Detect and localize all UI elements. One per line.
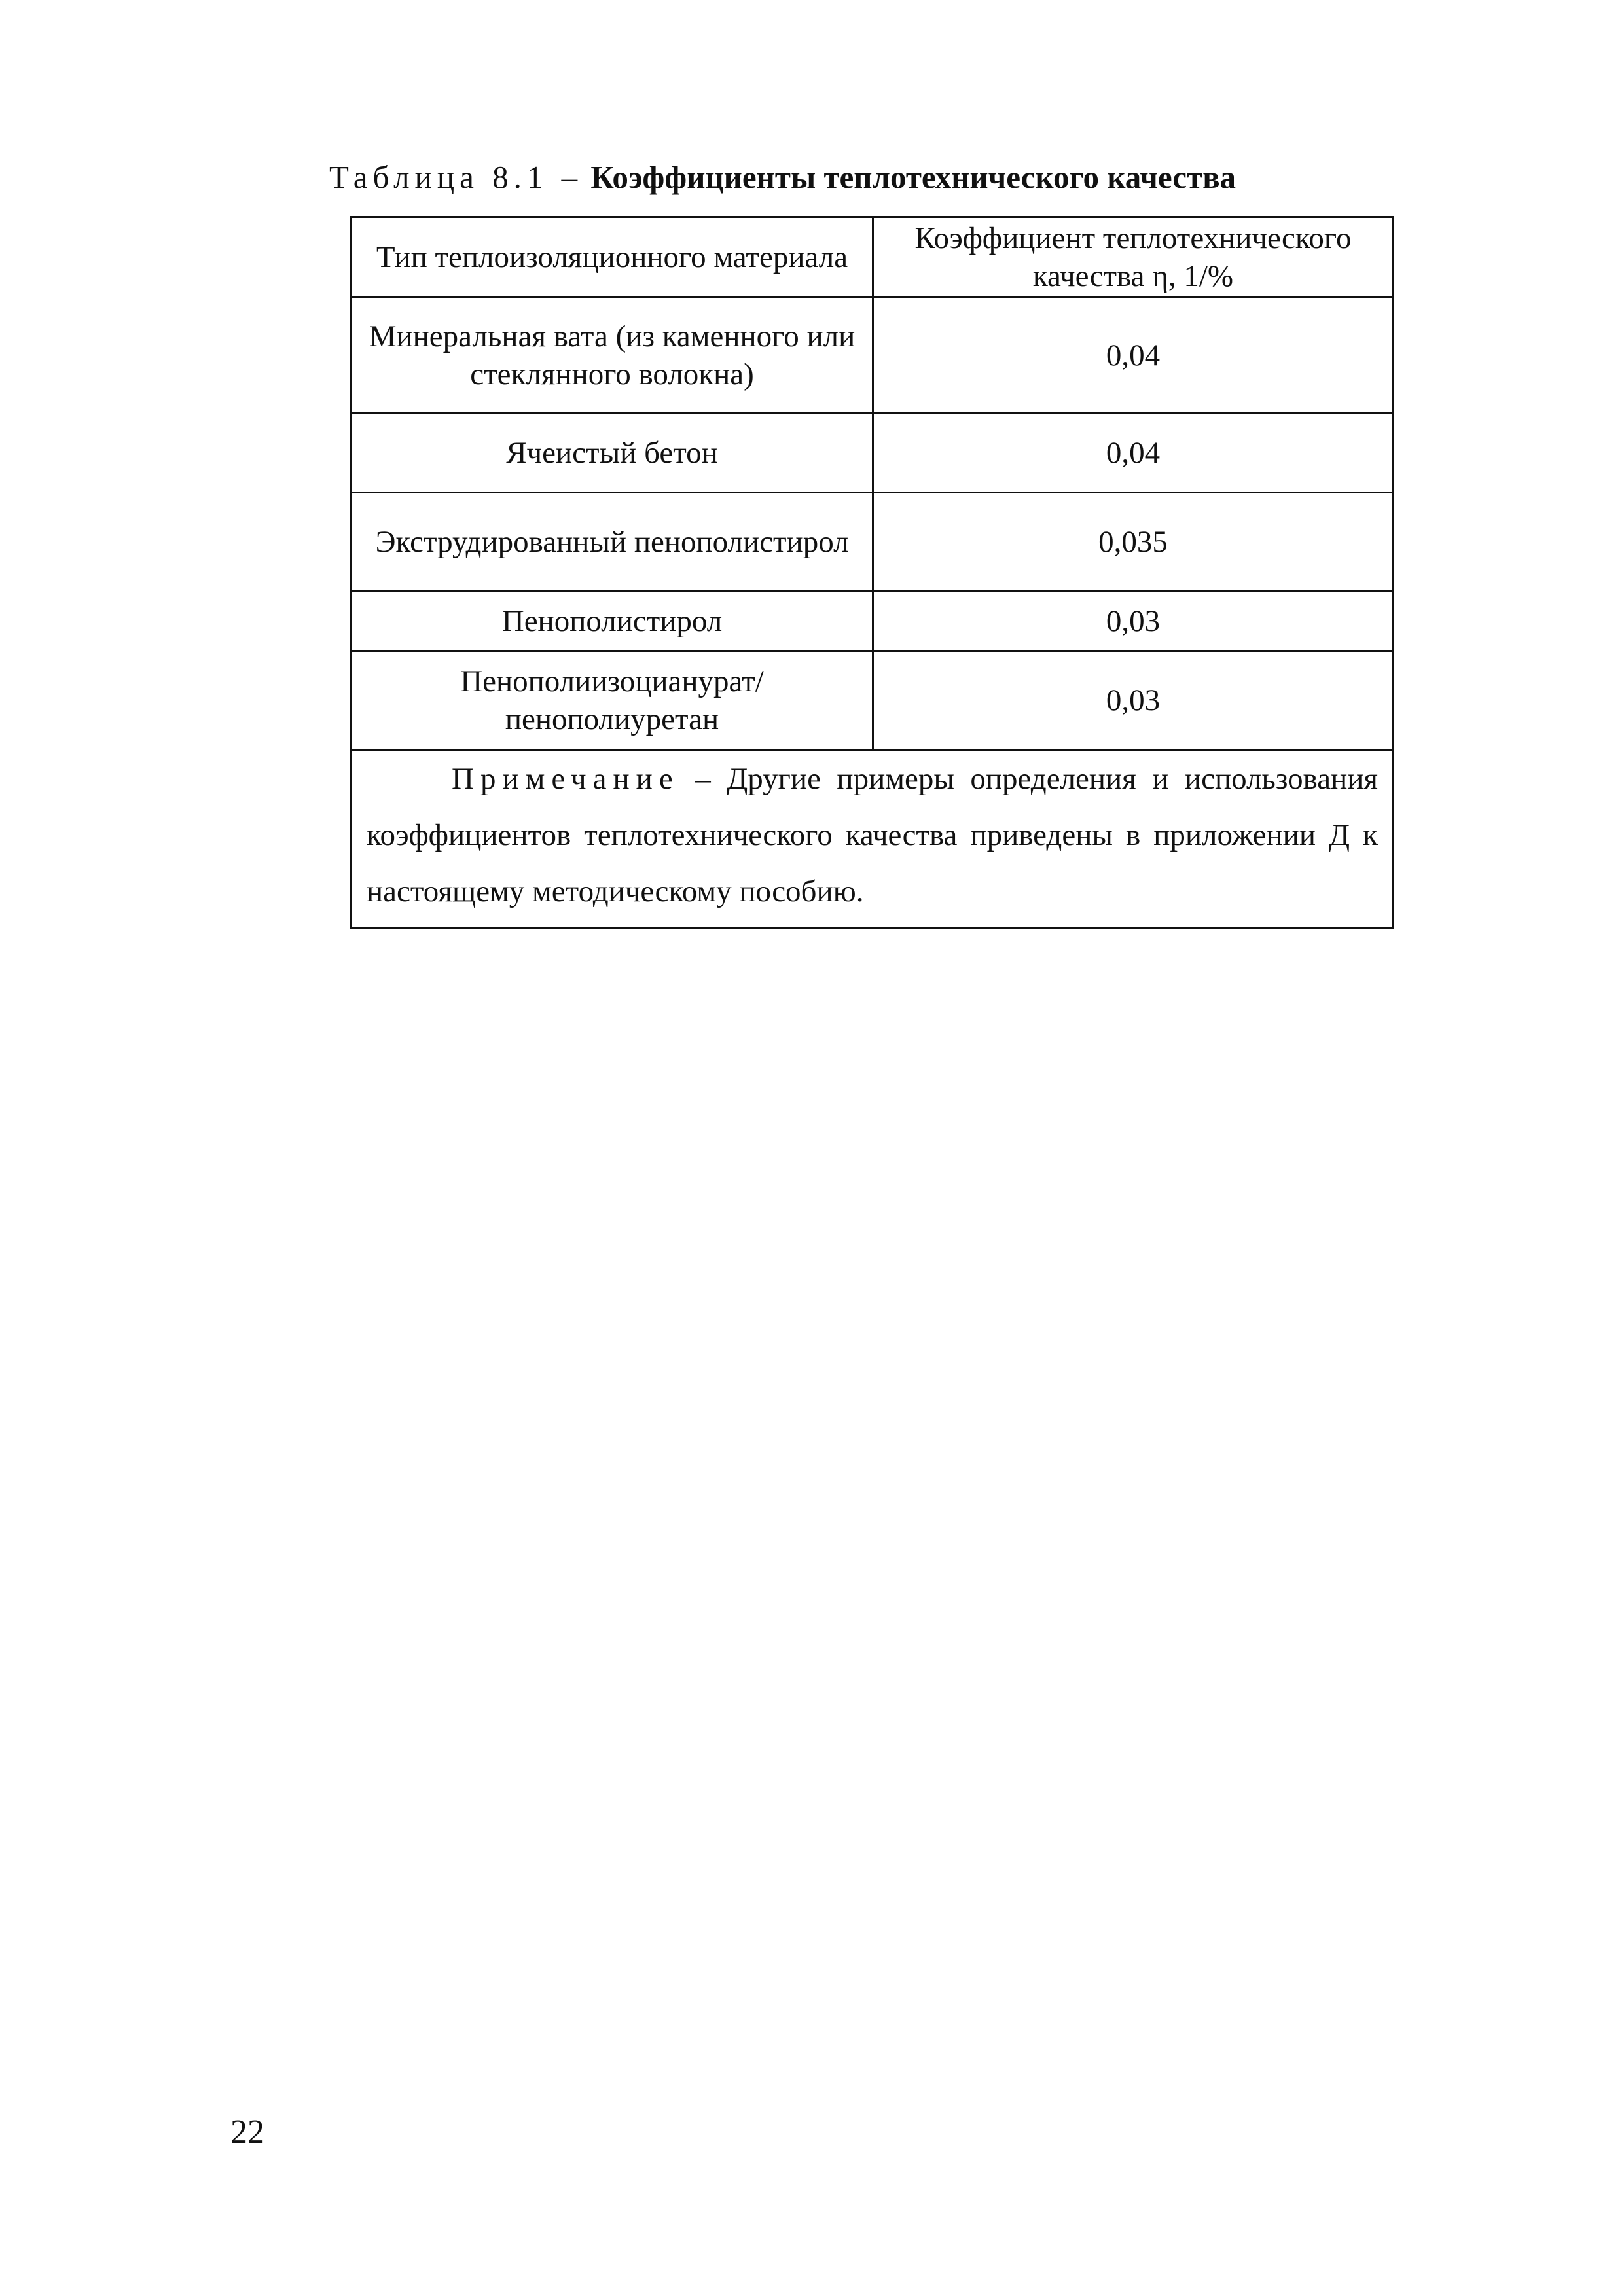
material-cell: Пенополиизоцианурат/ пенополиуретан: [352, 651, 873, 750]
table-note: [352, 750, 1394, 929]
material-cell: Пенополистирол: [352, 592, 873, 651]
table-row: [352, 493, 1394, 592]
note-text: – Другие примеры определения и использования коэффициентов теплотехнического качества приведены в приложении Д к настоящему методическому пособию.: [367, 762, 1379, 908]
table-caption: [329, 154, 1442, 200]
table-row: [352, 298, 1394, 414]
material-cell: Ячеистый бетон: [352, 414, 873, 493]
table-caption-label: Таблица 8.1 –: [329, 159, 583, 195]
header-coefficient: Коэффициент теплотехнического качества η, 1/%: [873, 217, 1394, 298]
coefficient-cell: 0,03: [873, 592, 1394, 651]
material-cell: Экструдированный пенополистирол: [352, 493, 873, 592]
table-row: [352, 414, 1394, 493]
page-number: 22: [230, 2113, 264, 2151]
coefficient-cell: 0,03: [873, 651, 1394, 750]
table-caption-title: Коэффициенты теплотехнического качества: [590, 159, 1236, 195]
coefficient-cell: 0,035: [873, 493, 1394, 592]
coefficients-table: [350, 216, 1394, 929]
header-material-type: Тип теплоизоляционного материала: [352, 217, 873, 298]
table-row: [352, 651, 1394, 750]
note-label: Примечание: [452, 762, 679, 796]
table-header-row: [352, 217, 1394, 298]
coefficient-cell: 0,04: [873, 298, 1394, 414]
table-row: [352, 592, 1394, 651]
coefficient-cell: 0,04: [873, 414, 1394, 493]
material-cell: Минеральная вата (из каменного или стеклянного волокна): [352, 298, 873, 414]
table-note-row: [352, 750, 1394, 929]
